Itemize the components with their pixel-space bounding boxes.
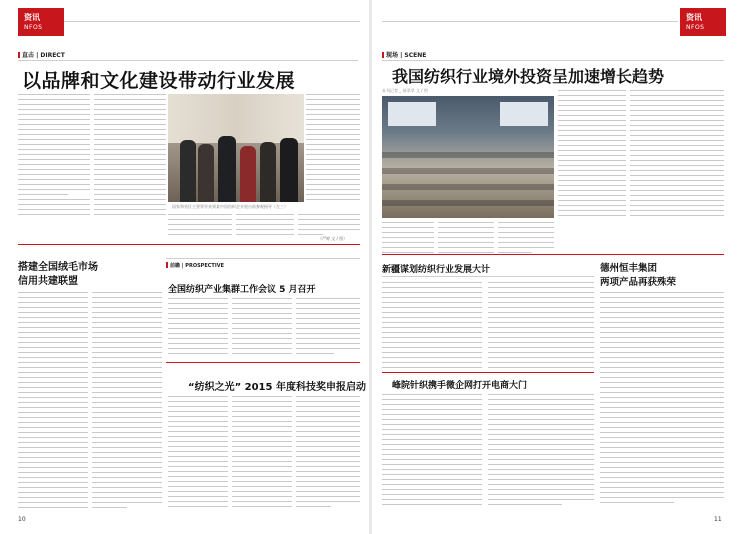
- right-article4-title-line2: 两项产品再获殊荣: [600, 277, 677, 288]
- right-brand-cn: 资讯: [686, 13, 702, 22]
- right-tag-rule: [382, 60, 724, 61]
- right-brand-en: NFOS: [686, 24, 705, 31]
- left-article3-rule: [166, 258, 360, 259]
- left-article4-col3: [296, 396, 360, 511]
- right-article4-title-line1: 德州恒丰集团: [600, 263, 658, 274]
- left-article1-col4: [168, 214, 232, 239]
- right-section-tag-text: 现场 | SCENE: [386, 52, 427, 59]
- left-headline: 以品牌和文化建设带动行业发展: [22, 70, 296, 92]
- right-article3-col1: [382, 394, 482, 509]
- right-page-number: 11: [714, 516, 722, 523]
- right-byline: 本刊记者 _ 郝翠翠 文 / 图: [382, 88, 428, 93]
- right-article2-title: 新疆谋划纺织行业发展大计: [382, 265, 491, 275]
- left-tag-rule: [18, 60, 358, 61]
- right-article2-col2: [488, 282, 594, 377]
- left-article2-col2: [92, 292, 162, 512]
- right-divider-1: [382, 254, 724, 255]
- right-conference-photo: [382, 96, 554, 218]
- right-header-rule: [382, 21, 678, 22]
- left-article2-title-line2: 信用共建联盟: [18, 276, 78, 287]
- right-section-tag: [382, 50, 426, 59]
- right-article1-col2: [438, 222, 494, 257]
- right-article3-title: 峰院针织携手微企网打开电商大门: [392, 381, 528, 391]
- left-section-tag-text: 直击 | DIRECT: [22, 52, 65, 59]
- right-article1-col1: [382, 222, 434, 257]
- left-brand-block: [18, 8, 64, 36]
- left-article3-col3: [296, 298, 360, 358]
- right-article4-col1: [600, 292, 724, 507]
- right-article1-col-b: [630, 90, 724, 220]
- left-header-rule: [64, 21, 360, 22]
- left-brand-cn: 资讯: [24, 13, 40, 22]
- left-article3-tag: [166, 262, 224, 269]
- left-divider-2: [166, 362, 360, 363]
- left-article3-tag-text: 前瞻 | PROSPECTIVE: [170, 263, 224, 269]
- left-divider-1: [18, 244, 360, 245]
- left-article3-col2: [232, 298, 292, 358]
- right-article3-col2: [488, 394, 594, 509]
- left-article3-col1: [168, 298, 228, 358]
- left-page-number: 10: [18, 516, 26, 523]
- left-section-tag: [18, 50, 65, 59]
- left-article4-col1: [168, 396, 228, 511]
- right-brand-block: [680, 8, 726, 36]
- right-article2-rule: [382, 276, 594, 277]
- left-article2-col1: [18, 292, 88, 512]
- right-article1-col3: [498, 222, 554, 257]
- left-article1-author: （严婷 文 / 图）: [318, 236, 348, 241]
- page-gutter: [369, 0, 372, 534]
- left-article1-col2: [94, 94, 166, 219]
- left-article1-col5: [236, 214, 294, 239]
- right-article2-col1: [382, 282, 482, 377]
- left-article3-title: 全国纺织产业集群工作会议 5 月召开: [168, 285, 316, 295]
- left-article4-col2: [232, 396, 292, 511]
- left-article1-col1: [18, 94, 90, 219]
- left-brand-en: NFOS: [24, 24, 43, 31]
- right-divider-2: [382, 372, 594, 373]
- left-article1-photo: [168, 94, 304, 202]
- left-article4-title: “纺织之光” 2015 年度科技奖申报启动: [188, 382, 366, 393]
- right-article1-col-a: [558, 90, 626, 220]
- left-photo-caption: 国家和省区主要领导来到某中国纺织企业展台前参观指导（左三）: [172, 204, 288, 209]
- left-article1-col3: [306, 94, 360, 204]
- left-article2-title-line1: 搭建全国绒毛市场: [18, 262, 98, 273]
- right-headline: 我国纺织行业境外投资呈加速增长趋势: [392, 67, 665, 86]
